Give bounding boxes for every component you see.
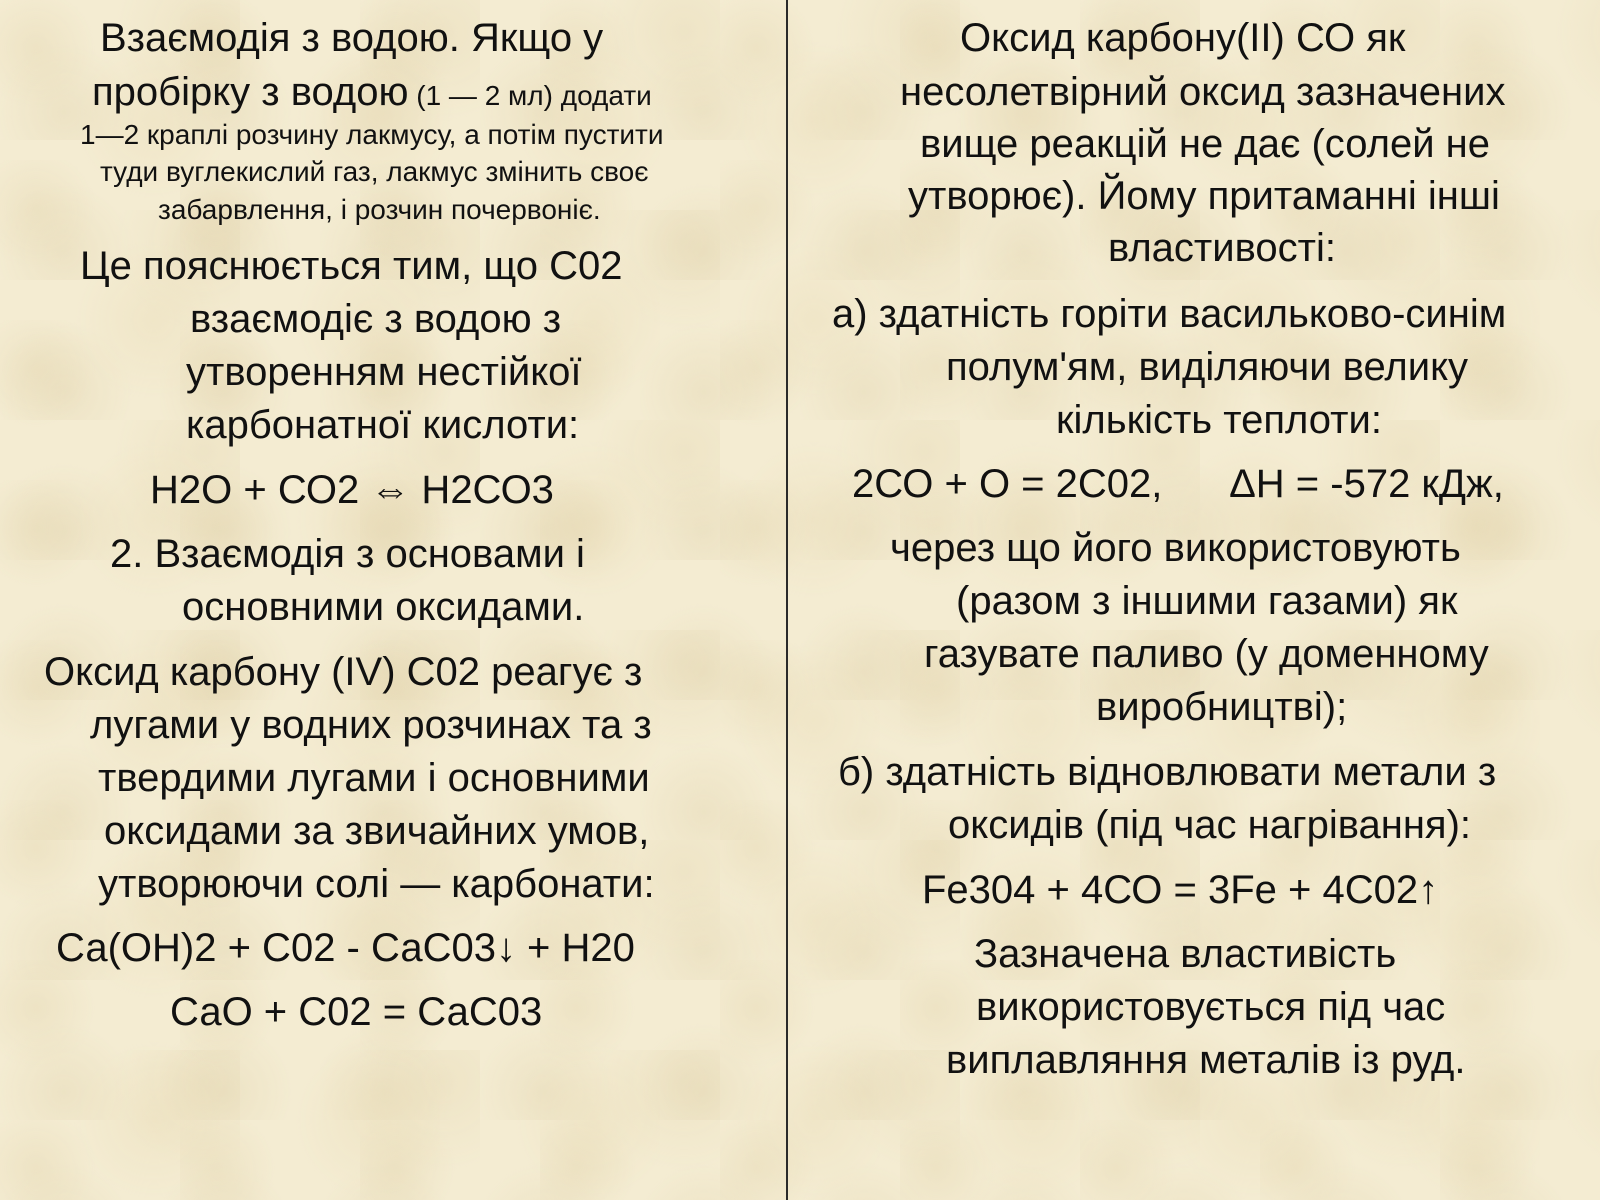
right-p1-line5: властивості: [1108, 226, 1336, 270]
left-p2-line3: утворенням нестійкої [186, 350, 582, 394]
left-p1-line3: 1—2 краплі розчину лакмусу, а потім пустити [80, 119, 664, 150]
right-p2-line2: (разом з іншими газами) як [956, 579, 1458, 623]
left-p2-line4: карбонатної кислоти: [186, 403, 580, 447]
right-p1-line3: вище реакцій не дає (солей не [920, 122, 1490, 166]
right-column [790, 0, 1600, 1200]
right-equation-1: 2СО + О = 2С02, ΔН = -572 кДж, [852, 462, 1504, 506]
left-p1-line2-big: пробірку з водою [92, 70, 409, 114]
left-heading-2-line2: основними оксидами. [182, 585, 585, 629]
left-p1-line5: забарвлення, і розчин почервоніє. [158, 194, 601, 225]
right-p3-line1: Зазначена властивість [974, 932, 1397, 976]
left-p3-line4: оксидами за звичайних умов, [104, 809, 650, 853]
right-p1-line1: Оксид карбону(ІІ) СО як [960, 16, 1406, 60]
left-p3-line3: твердими лугами і основними [98, 756, 650, 800]
right-p1-line4: утворює). Йому притаманні інші [908, 174, 1500, 218]
right-p2-line3: газувате паливо (у доменному [924, 632, 1489, 676]
right-a-line2: полум'ям, виділяючи велику [946, 345, 1469, 389]
left-equation-2: Са(ОН)2 + С02 - СаС03↓ + Н20 [56, 926, 635, 970]
right-b-line1: б) здатність відновлювати метали з [838, 750, 1497, 794]
left-p3-line5: утворюючи солі — карбонати: [98, 862, 655, 906]
right-equation-2: Fe304 + 4СО = 3Fe + 4С02↑ [922, 868, 1439, 912]
left-p1-line1: Взаємодія з водою. Якщо у [100, 16, 604, 60]
right-p3-line3: виплавляння металів із руд. [946, 1038, 1466, 1082]
right-p2-line4: виробництві); [1096, 685, 1348, 729]
right-p1-line2: несолетвірний оксид зазначених [900, 70, 1506, 114]
left-heading-2-line1: 2. Взаємодія з основами і [110, 532, 585, 576]
right-b-line2: оксидів (під час нагрівання): [948, 803, 1472, 847]
right-a-line1: а) здатність горіти васильково-синім [832, 292, 1507, 336]
column-divider [786, 0, 788, 1200]
left-p3-line1: Оксид карбону (IV) С02 реагує з [44, 650, 643, 694]
left-column [0, 0, 786, 1200]
left-equation-3: СаО + С02 = СаС03 [170, 990, 543, 1034]
left-p1-line4: туди вуглекислий газ, лакмус змінить своє [100, 156, 649, 187]
left-p1-line2 [92, 66, 652, 118]
right-p2-line1: через що його використовують [890, 526, 1461, 570]
left-equation-1: Н2О + СО2 ⇔ Н2СО3 [150, 468, 554, 512]
left-p2-line2: взаємодіє з водою з [190, 297, 562, 341]
right-a-line3: кількість теплоти: [1056, 398, 1382, 442]
left-p3-line2: лугами у водних розчинах та з [90, 703, 652, 747]
right-p3-line2: використовується під час [976, 985, 1446, 1029]
left-p1-line2-small: (1 — 2 мл) додати [408, 80, 652, 111]
left-p2-line1: Це пояснюється тим, що С02 [80, 244, 623, 288]
